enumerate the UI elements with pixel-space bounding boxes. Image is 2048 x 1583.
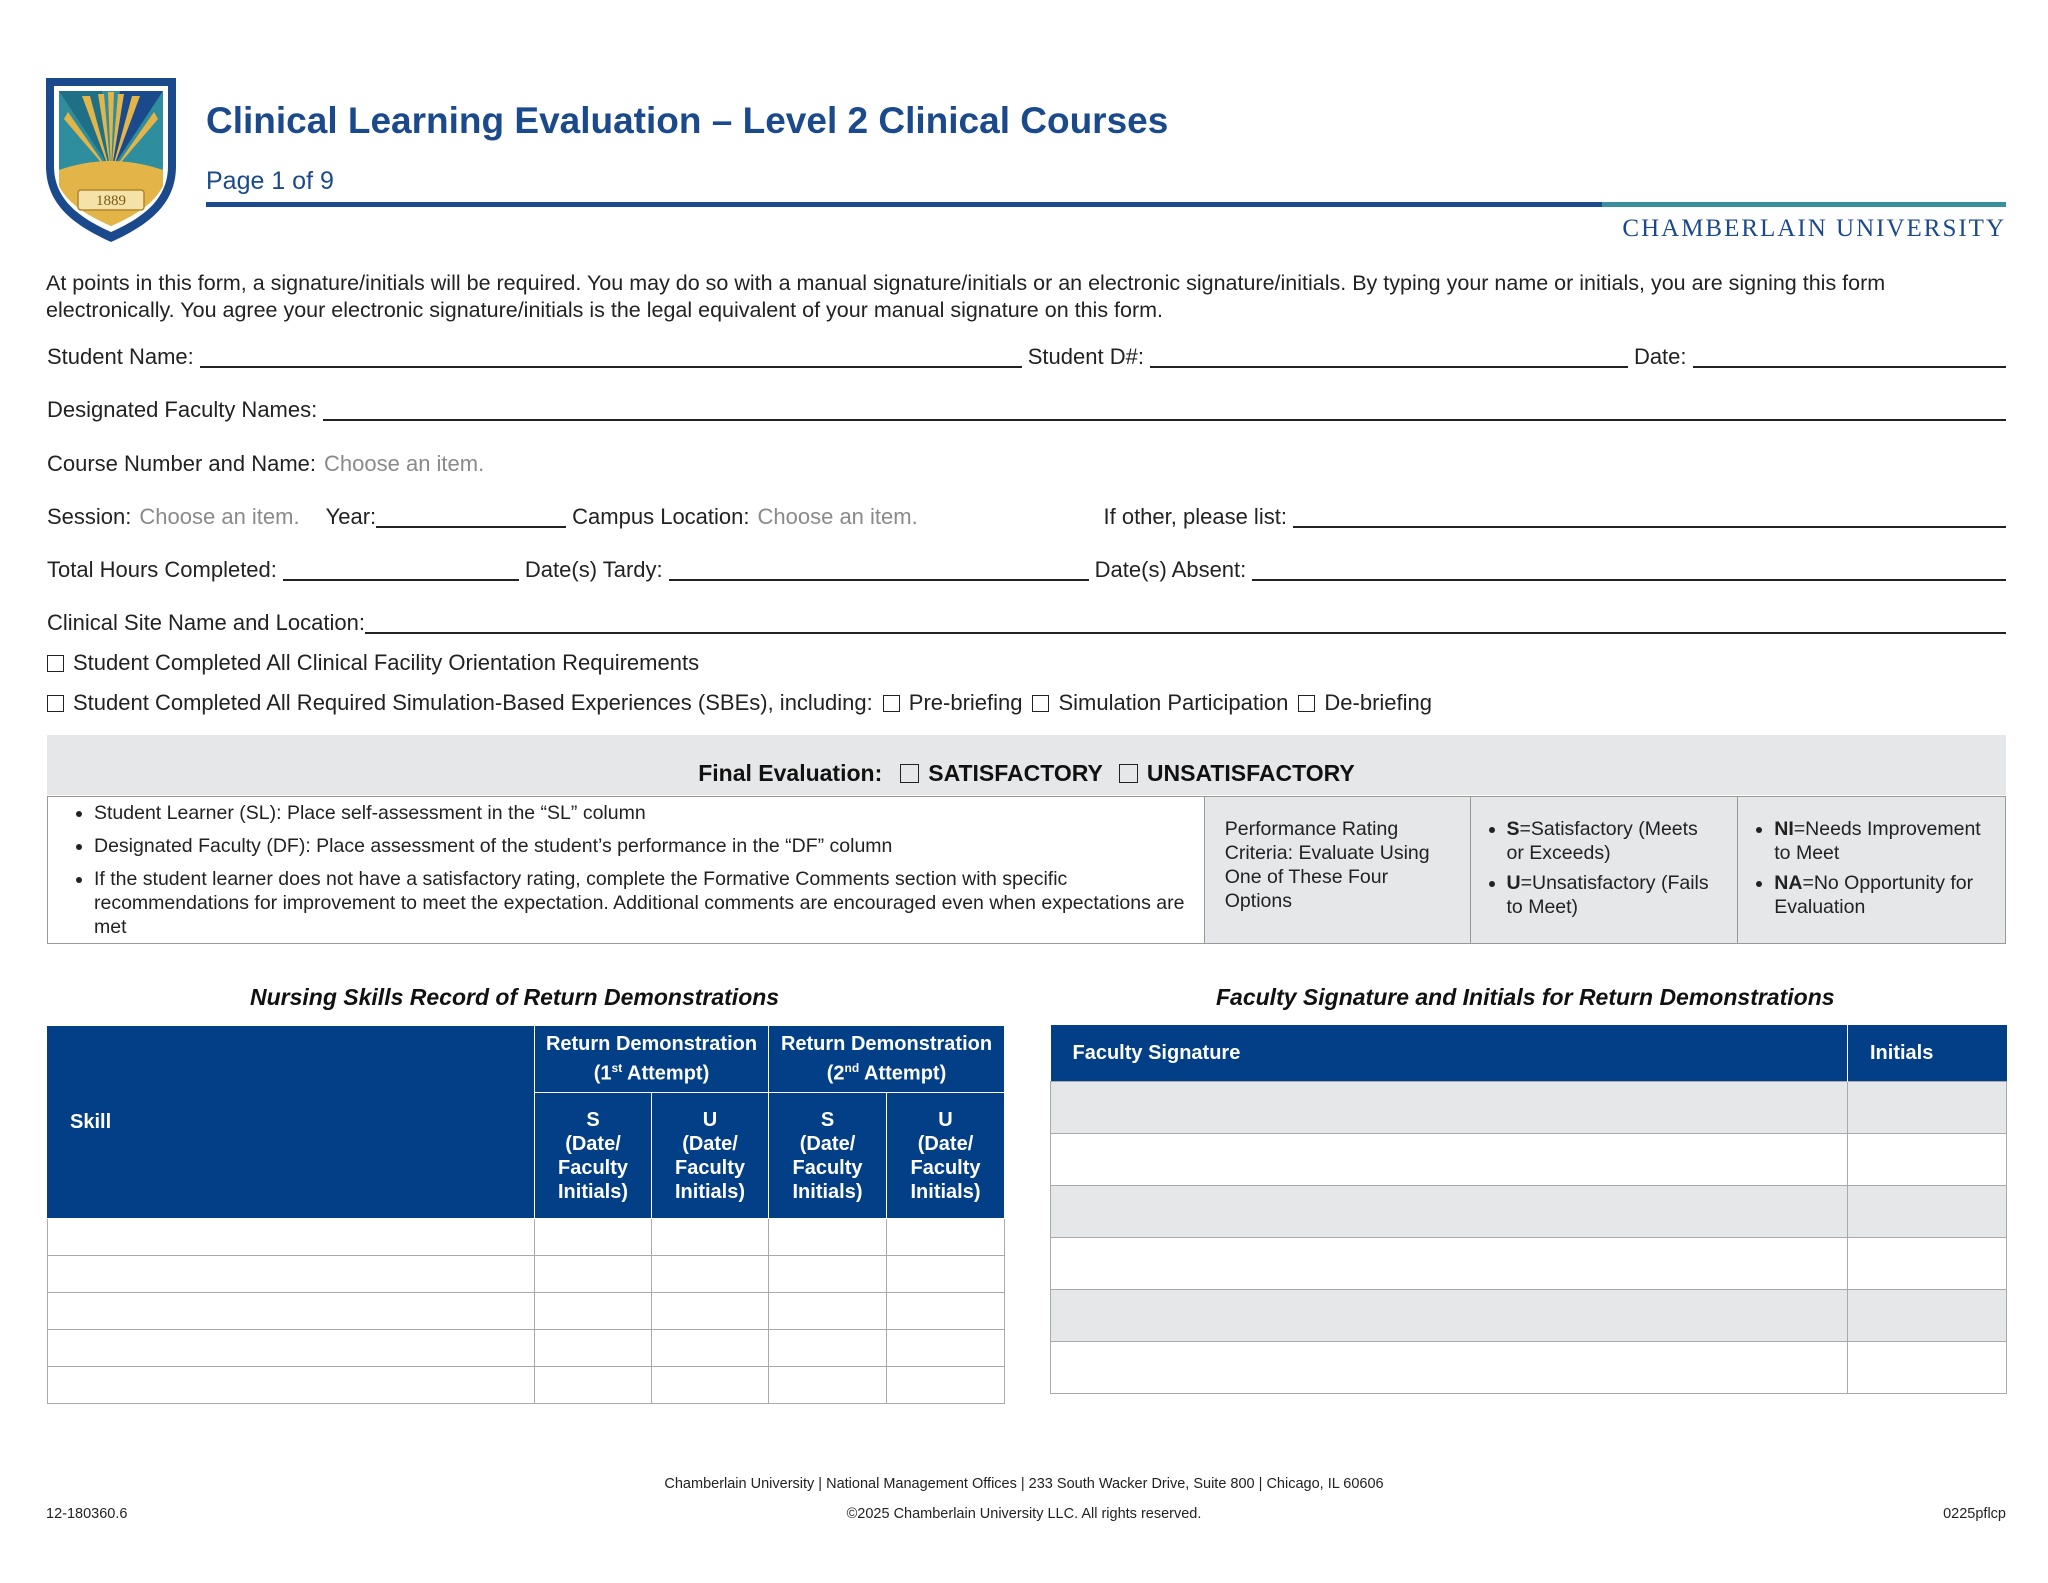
skill-entry-cell[interactable] [887,1330,1005,1367]
instruction-item: • Designated Faculty (DF): Place assessment of the student’s performance in the “DF” column [94,834,1194,858]
initials-cell[interactable] [1848,1290,2007,1342]
faculty-signature-header: Faculty Signature [1051,1025,1848,1082]
skill-row [48,1293,1005,1330]
skill-entry-cell[interactable] [535,1330,652,1367]
faculty-signature-row [1051,1082,2007,1134]
instructions-box [47,796,2006,944]
row-student-info [47,334,2006,370]
orientation-checkbox[interactable] [47,655,64,672]
second-s-header: S (Date/ Faculty Initials) [769,1093,887,1219]
rating-satisfactory: • S=Satisfactory (Meets or Exceeds) [1507,817,1720,865]
campus-label: Campus Location: [572,504,750,529]
instruction-item: • If the student learner does not have a satisfactory rating, complete the Formative Comments section with specific recommendations for improvement to meet the expectation. Additional comments are encouraged even when expectations are met [94,867,1194,939]
skill-column-header: Skill [48,1026,535,1219]
instructions-list [48,797,1205,943]
skill-entry-cell[interactable] [652,1367,769,1404]
satisfactory-checkbox[interactable] [900,764,919,783]
absent-label: Date(s) Absent: [1094,557,1247,582]
other-label: If other, please list: [1103,504,1287,529]
student-id-label: Student D#: [1027,344,1144,369]
faculty-signature-body [1051,1082,2007,1394]
prebriefing-checkbox[interactable] [883,695,900,712]
skill-entry-cell[interactable] [769,1256,887,1293]
row-course [47,441,2006,477]
total-hours-field[interactable] [283,553,519,581]
skill-entry-cell[interactable] [887,1219,1005,1256]
initials-cell[interactable] [1848,1134,2007,1186]
skill-name-cell[interactable] [48,1293,535,1330]
student-name-label: Student Name: [47,344,194,369]
row-session [47,494,2006,530]
skill-row [48,1256,1005,1293]
date-field[interactable] [1693,340,2006,368]
skill-entry-cell[interactable] [887,1367,1005,1404]
faculty-table-caption: Faculty Signature and Initials for Return Demonstrations [1216,984,1835,1010]
campus-dropdown[interactable]: Choose an item. [757,504,918,529]
faculty-signature-row [1051,1186,2007,1238]
orientation-check-row [47,650,699,676]
clinical-site-label: Clinical Site Name and Location: [47,610,365,635]
rating-no-opportunity: • NA=No Opportunity for Evaluation [1774,871,1987,919]
faculty-signature-cell[interactable] [1051,1342,1848,1394]
other-field[interactable] [1293,500,2006,528]
page-number: Page 1 of 9 [206,167,334,195]
header-rule-blue [206,202,1602,207]
page-title: Clinical Learning Evaluation – Level 2 Clinical Courses [206,100,1169,141]
rating-unsatisfactory: • U=Unsatisfactory (Fails to Meet) [1507,871,1720,919]
skill-name-cell[interactable] [48,1219,535,1256]
skill-entry-cell[interactable] [652,1330,769,1367]
first-u-header: U (Date/ Faculty Initials) [652,1093,769,1219]
skill-entry-cell[interactable] [535,1367,652,1404]
skill-entry-cell[interactable] [535,1256,652,1293]
skill-name-cell[interactable] [48,1330,535,1367]
faculty-signature-cell[interactable] [1051,1082,1848,1134]
skill-name-cell[interactable] [48,1256,535,1293]
faculty-signature-row [1051,1134,2007,1186]
row-clinical-site [47,600,2006,636]
faculty-names-label: Designated Faculty Names: [47,397,318,422]
initials-cell[interactable] [1848,1186,2007,1238]
intro-paragraph: At points in this form, a signature/initials will be required. You may do so with a manual signature/initials or an electronic signature/initials. By typing your name or initials, you are signing this form electronically. You agree your electronic signature/initials is the legal equivalent of your manual signature on this form. [46,271,1886,322]
unsatisfactory-label: UNSATISFACTORY [1146,760,1355,786]
faculty-signature-table [1050,1025,2007,1394]
skill-entry-cell[interactable] [535,1219,652,1256]
skill-entry-cell[interactable] [769,1367,887,1404]
course-dropdown[interactable]: Choose an item. [324,451,485,476]
row-hours [47,547,2006,583]
skills-table-body [48,1219,1005,1404]
session-label: Session: [47,504,132,529]
sbe-check-row [47,690,1432,716]
faculty-signature-cell[interactable] [1051,1238,1848,1290]
final-evaluation-row [47,760,2006,787]
faculty-signature-row [1051,1238,2007,1290]
skill-entry-cell[interactable] [769,1219,887,1256]
faculty-signature-cell[interactable] [1051,1186,1848,1238]
first-s-header: S (Date/ Faculty Initials) [535,1093,652,1219]
sbe-check-label: Student Completed All Required Simulation-Based Experiences (SBEs), including: [73,690,873,715]
total-hours-label: Total Hours Completed: [47,557,277,582]
skill-entry-cell[interactable] [535,1293,652,1330]
row-faculty [47,387,2006,423]
faculty-signature-row [1051,1290,2007,1342]
faculty-names-field[interactable] [323,393,2006,421]
session-dropdown[interactable]: Choose an item. [139,504,300,529]
first-attempt-header: Return Demonstration (1st Attempt) [535,1026,769,1093]
student-id-field[interactable] [1150,340,1628,368]
prebriefing-label: Pre-briefing [908,690,1023,715]
unsatisfactory-checkbox[interactable] [1119,764,1138,783]
tardy-label: Date(s) Tardy: [524,557,663,582]
satisfactory-label: SATISFACTORY [928,760,1103,786]
skill-entry-cell[interactable] [769,1293,887,1330]
faculty-signature-cell[interactable] [1051,1290,1848,1342]
rating-needs-improvement: • NI=Needs Improvement to Meet [1774,817,1987,865]
participation-checkbox[interactable] [1032,695,1049,712]
year-field[interactable] [376,500,566,528]
clinical-site-field[interactable] [365,606,2006,634]
participation-label: Simulation Participation [1058,690,1289,715]
initials-cell[interactable] [1848,1342,2007,1394]
footer-version-code: 0225pflcp [1943,1506,2006,1522]
footer-copyright: ©2025 Chamberlain University LLC. All rights reserved. [846,1506,1202,1522]
tardy-field[interactable] [669,553,1089,581]
initials-cell[interactable] [1848,1238,2007,1290]
year-label: Year: [325,504,377,529]
footer-form-code: 12-180360.6 [46,1506,128,1522]
initials-cell[interactable] [1848,1082,2007,1134]
skill-row [48,1330,1005,1367]
absent-field[interactable] [1252,553,2006,581]
rating-ni-na-cell [1738,797,2005,943]
footer-address: Chamberlain University | National Management Offices | 233 South Wacker Drive, Suite 800 | Chicago, IL 60606 [664,1476,1384,1492]
sbe-checkbox[interactable] [47,695,64,712]
rating-criteria-cell: Performance Rating Criteria: Evaluate Using One of These Four Options [1205,797,1471,943]
faculty-signature-cell[interactable] [1051,1134,1848,1186]
rating-s-u-cell [1471,797,1739,943]
skill-entry-cell[interactable] [652,1293,769,1330]
skill-entry-cell[interactable] [652,1219,769,1256]
skill-name-cell[interactable] [48,1367,535,1404]
instruction-item: • Student Learner (SL): Place self-assessment in the “SL” column [94,801,1194,825]
debriefing-checkbox[interactable] [1298,695,1315,712]
skill-entry-cell[interactable] [887,1293,1005,1330]
initials-header: Initials [1848,1025,2007,1082]
university-wordmark: CHAMBERLAIN UNIVERSITY [1622,215,2006,242]
student-name-field[interactable] [200,340,1022,368]
final-evaluation-label: Final Evaluation: [698,760,883,786]
date-label: Date: [1633,344,1687,369]
skill-entry-cell[interactable] [887,1256,1005,1293]
second-u-header: U (Date/ Faculty Initials) [887,1093,1005,1219]
faculty-signature-row [1051,1342,2007,1394]
course-label: Course Number and Name: [47,451,317,476]
orientation-check-label: Student Completed All Clinical Facility Orientation Requirements [73,650,700,675]
university-crest-logo [42,74,180,244]
skill-row [48,1367,1005,1404]
skill-entry-cell[interactable] [769,1330,887,1367]
debriefing-label: De-briefing [1324,690,1432,715]
crest-year: 1889 [96,193,126,209]
skills-table [47,1025,1005,1404]
header-rule-teal [1602,202,2006,207]
skill-entry-cell[interactable] [652,1256,769,1293]
second-attempt-header: Return Demonstration (2nd Attempt) [769,1026,1005,1093]
skills-table-caption: Nursing Skills Record of Return Demonstrations [250,984,780,1010]
skill-row [48,1219,1005,1256]
